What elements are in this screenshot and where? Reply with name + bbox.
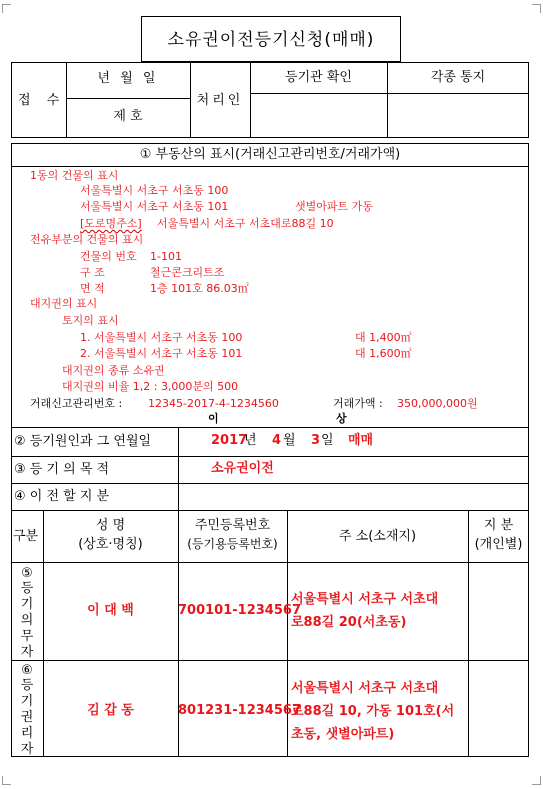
report-number: 12345-2017-4-1234560 — [148, 397, 279, 410]
road-address-prefix: [도로명주소] — [80, 217, 142, 230]
obligor-label-text: 등기의무자 — [20, 581, 34, 660]
land-right-title: 대지권의 표시 — [30, 297, 98, 310]
notices-label: 각종 통지 — [430, 70, 486, 85]
exclusive-title: 전유부분의 건물의 표시 — [30, 233, 144, 246]
obligor-rrn: 700101-1234567 — [178, 603, 301, 618]
end-label-right: 상 — [336, 412, 347, 425]
price-value: 350,000,000원 — [397, 397, 478, 410]
building-line-2: 서울특별시 서초구 서초동 101 — [80, 200, 229, 213]
cause-month: 4 — [272, 433, 282, 448]
area-value: 1층 101호 86.03㎡ — [150, 282, 249, 295]
land-item-1-area: 대 1,400㎡ — [355, 331, 412, 344]
obligee-name: 김 갑 동 — [87, 703, 134, 718]
land-item-2-area: 대 1,600㎡ — [355, 347, 412, 360]
header-name-sub: (상호·명칭) — [78, 537, 143, 552]
header-rrn-sub: (등기용등록번호) — [187, 537, 278, 551]
reception-number-label: 제 호 — [113, 109, 143, 124]
report-number-label: 거래신고관리번호 : — [30, 397, 123, 410]
unit-number-label: 건물의 번호 — [80, 250, 137, 263]
price-label: 거래가액 : — [333, 397, 383, 410]
cause-day: 3 — [311, 433, 321, 448]
obligee-label — [11, 663, 43, 758]
obligee-label-text: 등기권리자 — [20, 678, 34, 757]
obligor-label-number: ⑤ — [21, 566, 33, 581]
registration-purpose: 소유권이전 — [211, 461, 274, 476]
cause-day-unit: 일 — [321, 433, 334, 448]
land-label: 토지의 표시 — [62, 314, 119, 327]
title-box — [141, 16, 401, 62]
cause-month-unit: 월 — [283, 433, 296, 448]
road-address: 서울특별시 서초구 서초대로88길 10 — [157, 217, 334, 230]
header-name: 성 명 — [95, 518, 126, 533]
corner-mark-bottom-left — [2, 776, 11, 785]
cause-year-unit: 년 — [244, 433, 257, 448]
corner-mark-top-right — [532, 4, 541, 13]
registrar-check-label: 등기관 확인 — [285, 70, 352, 85]
section2-label: ② 등기원인과 그 연월일 — [14, 434, 152, 449]
apartment-name: 샛별아파트 가동 — [295, 200, 373, 213]
cause-type: 매매 — [348, 433, 374, 448]
structure-value: 철근콘크리트조 — [150, 266, 225, 279]
obligee-address-line-2: 로88길 10, 가동 101호(서 — [291, 704, 455, 719]
obligor-address-line-1: 서울특별시 서초구 서초대 — [291, 592, 439, 607]
cause-year: 2017 — [211, 433, 248, 448]
section1-header: ① 부동산의 표시(거래신고관리번호/거래가액) — [139, 147, 401, 162]
building-title: 1동의 건물의 표시 — [30, 169, 119, 182]
section4-label: ④ 이 전 할 지 분 — [14, 489, 110, 504]
section3-label: ③ 등 기 의 목 적 — [14, 462, 110, 477]
area-label: 면 적 — [80, 282, 105, 295]
corner-mark-bottom-right — [532, 776, 541, 785]
header-division: 구분 — [13, 529, 39, 544]
building-line-1: 서울특별시 서초구 서초동 100 — [80, 184, 229, 197]
obligee-rrn: 801231-1234567 — [178, 703, 301, 718]
header-share: 지 분 — [483, 518, 514, 533]
land-right-kind: 대지권의 종류 소유권 — [62, 364, 165, 377]
obligor-label — [11, 566, 43, 661]
land-item-2: 2. 서울특별시 서초구 서초동 101 — [80, 347, 243, 360]
corner-mark-top-left — [2, 4, 11, 13]
obligor-address-line-2: 로88길 20(서초동) — [291, 615, 407, 630]
land-right-ratio: 대지권의 비율 1,2 : 3,000분의 500 — [62, 380, 239, 393]
obligor-name: 이 대 백 — [87, 603, 134, 618]
reception-label: 접 수 — [18, 93, 66, 108]
form-title: 소유권이전등기신청(매매) — [167, 30, 375, 50]
obligee-label-number: ⑥ — [21, 663, 33, 678]
header-share-sub: (개인별) — [474, 537, 523, 552]
structure-label: 구 조 — [80, 266, 105, 279]
obligee-address-line-3: 초동, 샛별아파트) — [291, 727, 395, 742]
header-rrn: 주민등록번호 — [194, 518, 271, 533]
end-label-left: 이 — [208, 412, 219, 425]
obligee-address-line-1: 서울특별시 서초구 서초대 — [291, 681, 439, 696]
processor-label: 처리인 — [196, 93, 244, 108]
unit-number: 1-101 — [150, 250, 182, 263]
land-item-1: 1. 서울특별시 서초구 서초동 100 — [80, 331, 243, 344]
reception-date-label: 년 월 일 — [97, 71, 159, 86]
header-address: 주 소(소재지) — [338, 529, 417, 544]
